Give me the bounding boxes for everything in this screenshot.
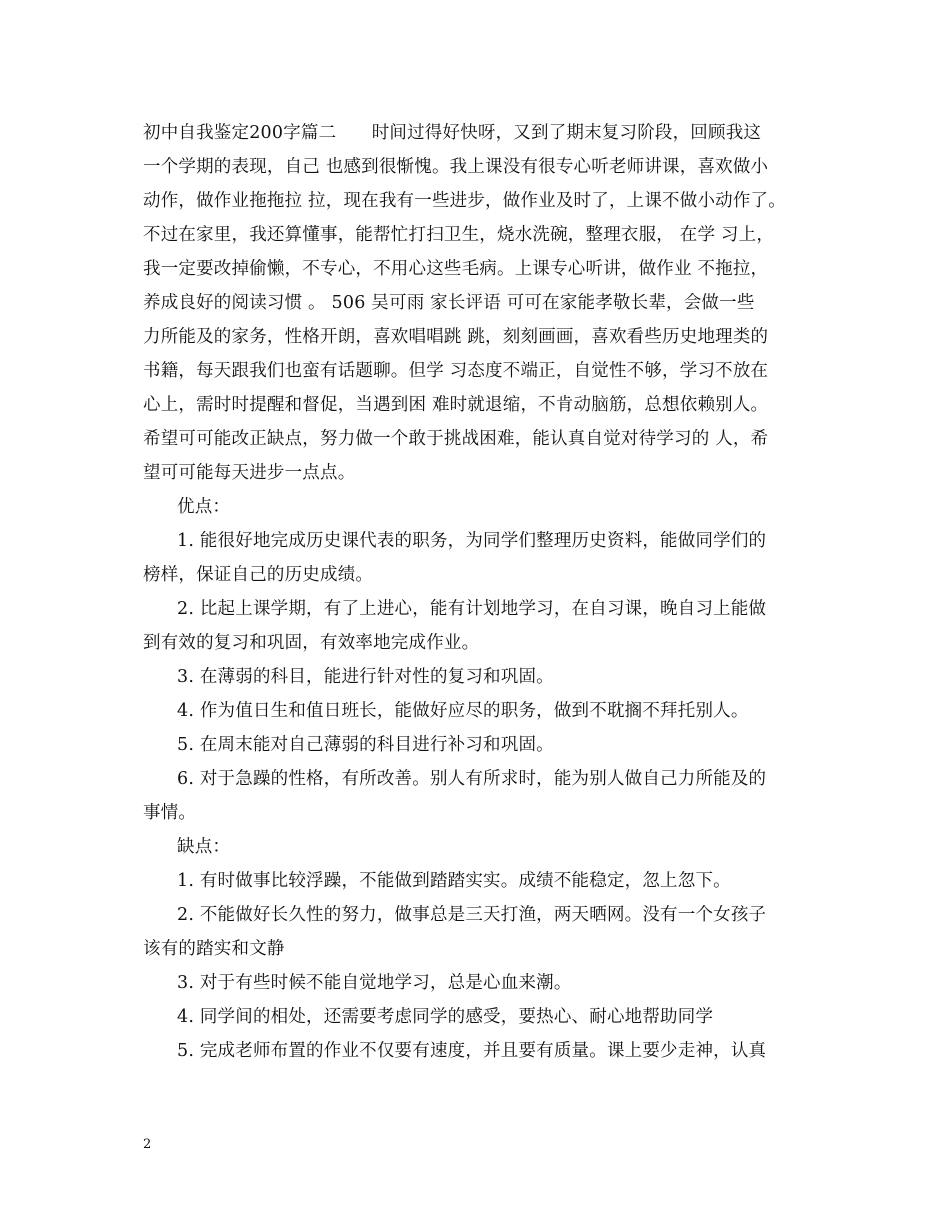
list-item-continuation: 到有效的复习和巩固，有效率地完成作业。 [143,633,480,653]
list-item-continuation: 该有的踏实和文静 [143,939,285,959]
text-line: 初中自我鉴定200字篇二 时间过得好快呀，又到了期末复习阶段，回顾我这 [143,123,762,143]
text-line: 不过在家里，我还算懂事，能帮忙打扫卫生，烧水洗碗，整理衣服， 在学 习上， [143,225,775,245]
list-item: 2. 不能做好长久性的努力，做事总是三天打渔，两天晒网。没有一个女孩子 [177,905,767,925]
text-line: 希望可可能改正缺点，努力做一个敢于挑战困难，能认真自觉对待学习的 人，希 [143,429,769,449]
list-item: 2. 比起上课学期，有了上进心，能有计划地学习，在自习课，晚自习上能做 [177,599,767,619]
list-item: 4. 同学间的相处，还需要考虑同学的感受，要热心、耐心地帮助同学 [177,1007,714,1027]
list-item: 3. 对于有些时候不能自觉地学习，总是心血来潮。 [177,973,572,993]
text-line: 养成良好的阅读习惯 。 506 吴可雨 家长评语 可可在家能孝敬长辈，会做一些 [143,293,755,313]
text-line: 动作，做作业拖拖拉 拉，现在我有一些进步，做作业及时了，上课不做小动作了。 [143,191,786,211]
list-item: 1. 有时做事比较浮躁，不能做到踏踏实实。成绩不能稳定，忽上忽下。 [177,871,731,891]
text-line: 力所能及的家务，性格开朗，喜欢唱唱跳 跳，刻刻画画，喜欢看些历史地理类的 [143,327,769,347]
text-line: 我一定要改掉偷懒，不专心，不用心这些毛病。上课专心听讲，做作业 不拖拉， [143,259,769,279]
list-item-continuation: 榜样，保证自己的历史成绩。 [143,565,374,585]
section-heading: 缺点： [177,837,231,857]
text-line: 心上，需时时提醒和督促，当遇到困 难时就退缩，不肯动脑筋，总想依赖别人。 [143,395,769,415]
list-item: 6. 对于急躁的性格，有所改善。别人有所求时，能为别人做自己力所能及的 [177,769,767,789]
list-item: 4. 作为值日生和值日班长，能做好应尽的职务，做到不耽搁不拜托别人。 [177,701,749,721]
section-heading: 优点： [177,497,231,517]
list-item: 1. 能很好地完成历史课代表的职务，为同学们整理历史资料，能做同学们的 [177,531,767,551]
text-line: 一个学期的表现，自己 也感到很惭愧。我上课没有很专心听老师讲课，喜欢做小 [143,157,769,177]
list-item: 3. 在薄弱的科目，能进行针对性的复习和巩固。 [177,667,554,687]
page-number: 2 [143,1137,152,1152]
text-line: 书籍，每天跟我们也蛮有话题聊。但学 习态度不端正，自觉性不够，学习不放在 [143,361,769,381]
list-item: 5. 在周末能对自己薄弱的科目进行补习和巩固。 [177,735,554,755]
text-line: 望可可能每天进步一点点。 [143,463,356,483]
list-item: 5. 完成老师布置的作业不仅要有速度，并且要有质量。课上要少走神，认真 [177,1041,767,1061]
list-item-continuation: 事情。 [143,803,197,823]
